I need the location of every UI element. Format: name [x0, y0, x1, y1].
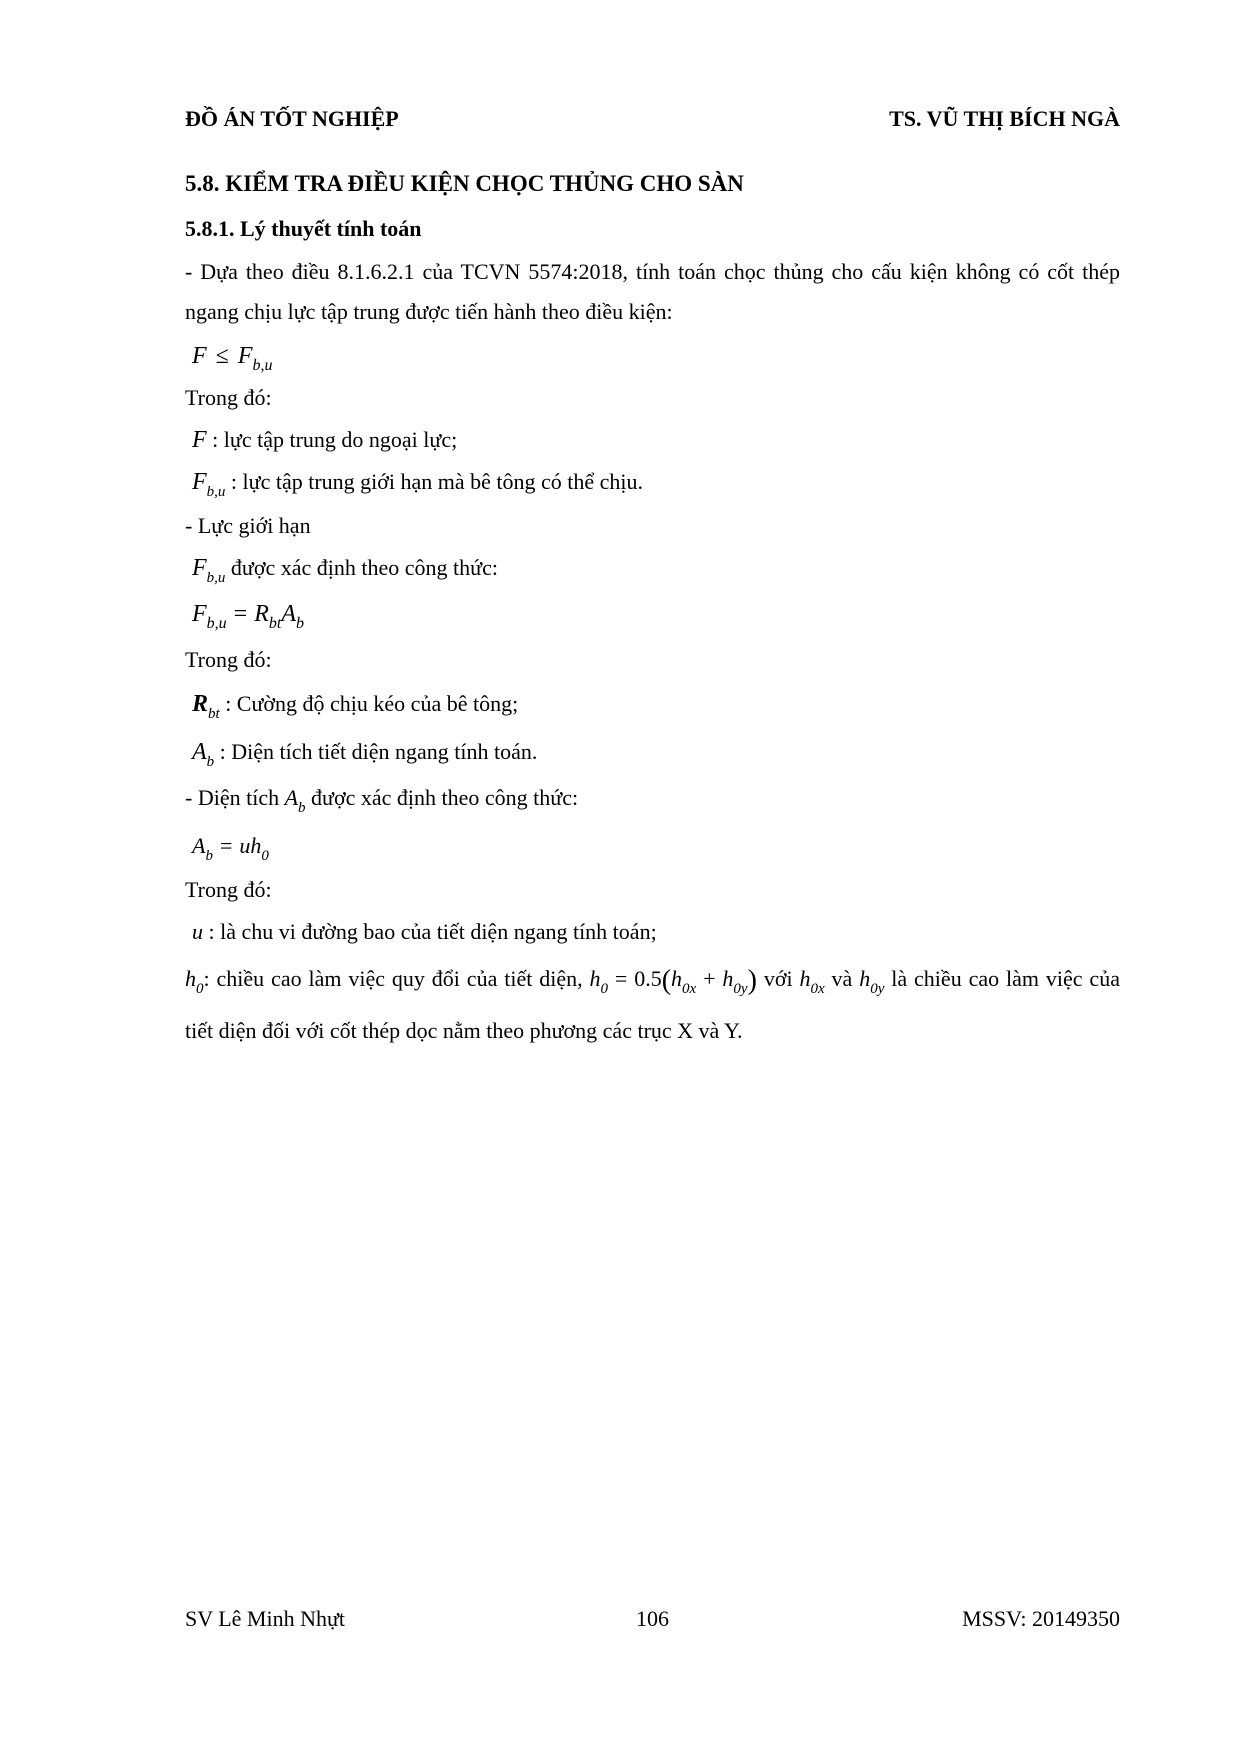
- math-h0x-subscript: 0x: [810, 981, 825, 997]
- definition-u-text: : là chu vi đường bao của tiết diện ngang tính toán;: [203, 919, 657, 944]
- math-Fbu-symbol: F: [192, 555, 207, 581]
- definition-Ab-text: : Diện tích tiết diện ngang tính toán.: [214, 739, 538, 764]
- area-intro-post: được xác định theo công thức:: [305, 785, 579, 810]
- math-h0y-symbol: h: [859, 966, 871, 991]
- definition-Rbt-text: : Cường độ chịu kéo của bê tông;: [219, 691, 519, 716]
- definition-F: [185, 420, 1120, 460]
- definition-h0-text-2: với: [756, 966, 800, 991]
- definition-Fbu: [185, 462, 1120, 502]
- section-heading: 5.8. KIỂM TRA ĐIỀU KIỆN CHỌC THỦNG CHO SÀN: [185, 171, 744, 196]
- math-h0-symbol: h: [589, 966, 601, 991]
- math-Ab-subscript: b: [206, 754, 215, 770]
- math-h0y-subscript: 0y: [870, 981, 885, 997]
- definition-u: [185, 912, 1120, 952]
- math-F-limit: F: [237, 343, 253, 369]
- definition-h0-text-3: và: [824, 966, 860, 991]
- where-label-3: Trong đó:: [185, 877, 272, 902]
- formula-Ab-equals-uh0: [185, 826, 1120, 866]
- header-advisor-name: TS. VŨ THỊ BÍCH NGÀ: [889, 106, 1120, 131]
- math-Ab-symbol: A: [192, 833, 206, 858]
- fbu-defined-line: [185, 548, 1120, 588]
- open-paren: (: [661, 965, 672, 996]
- definition-h0-text-4: là chiều cao làm việc của tiết diện đối với cốt thép dọc nằm theo phương các trục X và Y.: [185, 966, 1120, 1043]
- where-label-1: Trong đó:: [185, 385, 272, 410]
- header-project-title: ĐỒ ÁN TỐT NGHIỆP: [185, 106, 399, 131]
- definition-Ab: [185, 732, 1120, 772]
- math-Fbu-subscript: b,u: [206, 570, 226, 586]
- subsection-heading: 5.8.1. Lý thuyết tính toán: [185, 216, 422, 241]
- formula-Fbu-equals-RbtAb: [185, 594, 1120, 634]
- math-Ab-subscript: b: [205, 848, 213, 864]
- math-h0x-symbol: h: [671, 966, 683, 991]
- math-h0y-subscript: 0y: [733, 981, 748, 997]
- definition-Fbu-text: : lực tập trung giới hạn mà bê tông có thể chịu.: [225, 469, 644, 494]
- math-h0-subscript: 0: [261, 848, 269, 864]
- math-h0y-symbol: h: [722, 966, 734, 991]
- fbu-defined-text: được xác định theo công thức:: [225, 555, 498, 580]
- math-h0x-subscript: 0x: [682, 981, 697, 997]
- intro-paragraph: - Dựa theo điều 8.1.6.2.1 của TCVN 5574:2018, tính toán chọc thủng cho cấu kiện không có cốt thép ngang chịu lực tập trung được tiến hành theo điều kiện:: [185, 259, 1120, 324]
- page-header: [185, 103, 1120, 135]
- math-uh-symbol: uh: [239, 833, 262, 858]
- equals-operator: =: [219, 833, 233, 858]
- math-F-symbol: F: [192, 427, 207, 453]
- footer-student-id: MSSV: 20149350: [962, 1606, 1120, 1631]
- math-Rbt-subscript: bt: [268, 615, 282, 632]
- definition-h0: [185, 953, 1120, 1057]
- math-Rbt-symbol: R: [192, 691, 209, 717]
- where-label-2: Trong đó:: [185, 647, 272, 672]
- math-h0-symbol: h: [185, 966, 196, 991]
- equals-operator: =: [233, 601, 248, 627]
- math-Fbu-subscript: b,u: [206, 484, 226, 500]
- math-u-symbol: u: [192, 919, 203, 944]
- math-h0-subscript: 0: [196, 981, 204, 997]
- math-Ab-symbol: A: [281, 601, 297, 627]
- math-Fbu-symbol: F: [192, 469, 207, 495]
- formula-punching-condition: [185, 336, 1120, 376]
- math-Ab-subscript: b: [296, 615, 305, 632]
- plus-operator: +: [696, 966, 723, 991]
- close-paren: ): [747, 965, 757, 996]
- footer-page-number: 106: [636, 1606, 669, 1631]
- limit-force-label: - Lực giới hạn: [185, 513, 311, 538]
- math-Rbt-subscript: bt: [208, 706, 220, 722]
- area-formula-intro: [185, 778, 1120, 818]
- definition-F-text: : lực tập trung do ngoại lực;: [206, 427, 458, 452]
- page-content: [185, 103, 1120, 1057]
- math-F-limit-subscript: b,u: [252, 357, 273, 374]
- less-equal-operator: ≤: [215, 343, 229, 369]
- math-Ab-subscript: b: [298, 800, 306, 816]
- math-Fbu-symbol: F: [192, 601, 207, 627]
- definition-Rbt: [185, 684, 1120, 724]
- math-h0-subscript: 0: [600, 981, 609, 997]
- page-footer: [185, 1603, 1120, 1635]
- area-intro-pre: - Diện tích: [185, 785, 285, 810]
- definition-h0-text-1: : chiều cao làm việc quy đổi của tiết diện,: [203, 966, 590, 991]
- math-Rbt-symbol: R: [254, 601, 269, 627]
- math-Fbu-subscript: b,u: [206, 615, 227, 632]
- math-F: F: [192, 343, 207, 369]
- math-Ab-symbol: A: [192, 739, 207, 765]
- h0-equals-half: = 0.5: [608, 966, 662, 991]
- math-h0x-symbol: h: [799, 966, 811, 991]
- math-Ab-symbol: A: [284, 785, 299, 810]
- footer-author: SV Lê Minh Nhựt: [185, 1606, 346, 1631]
